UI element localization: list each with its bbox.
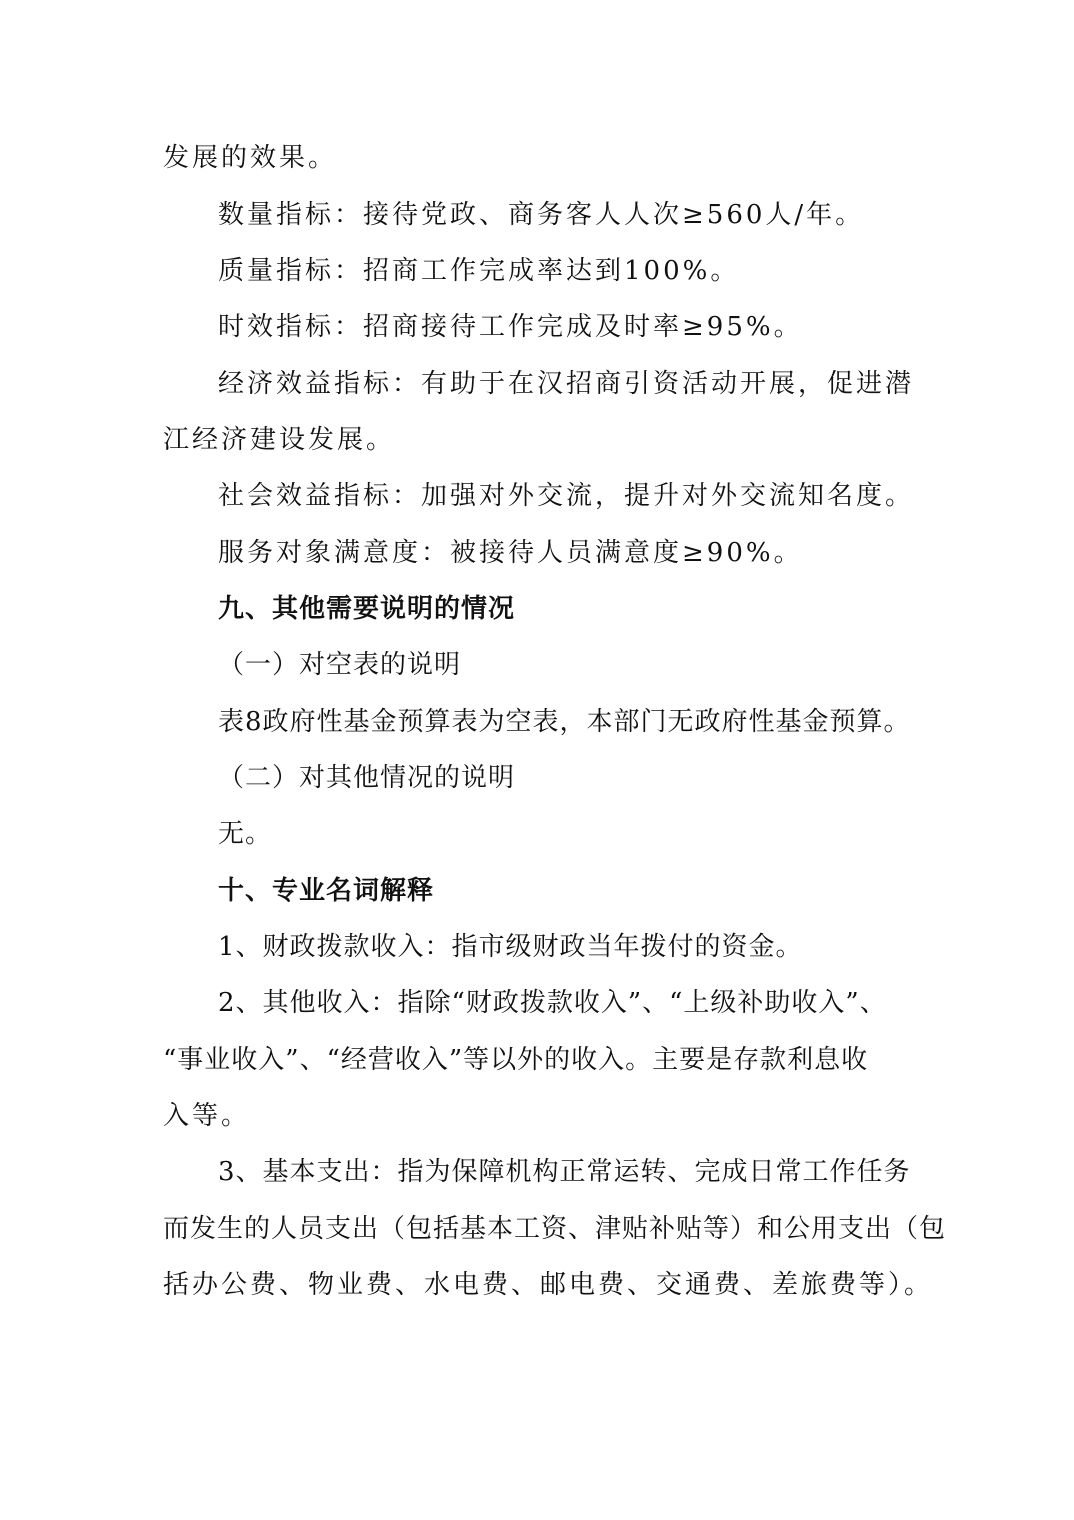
paragraph-line: 质量指标：招商工作完成率达到100%。 [218,256,740,286]
paragraph-line: 无。 [218,819,273,849]
paragraph-line: 数量指标：接待党政、商务客人人次≥560人/年。 [218,200,865,230]
paragraph-line: 时效指标：招商接待工作完成及时率≥95%。 [218,312,803,342]
paragraph-line: 入等。 [163,1101,251,1131]
paragraph-line: 服务对象满意度：被接待人员满意度≥90%。 [218,538,803,568]
paragraph-line: 3、基本支出：指为保障机构正常运转、完成日常工作任务 [218,1157,911,1187]
paragraph-line: 发展的效果。 [163,143,338,173]
paragraph-line: 括办公费、物业费、水电费、邮电费、交通费、差旅费等）。 [163,1270,934,1300]
paragraph-line: 江经济建设发展。 [163,425,396,455]
section-heading: 十、专业名词解释 [218,876,435,906]
section-heading: 九、其他需要说明的情况 [218,594,516,624]
paragraph-line: 经济效益指标：有助于在汉招商引资活动开展，促进潜 [218,369,915,399]
subsection-heading: （一）对空表的说明 [218,650,462,680]
paragraph-line: 2、其他收入：指除“财政拨款收入”、“上级补助收入”、 [218,988,887,1018]
paragraph-line: 1、财政拨款收入：指市级财政当年拨付的资金。 [218,932,803,962]
paragraph-line: 表8政府性基金预算表为空表，本部门无政府性基金预算。 [218,707,911,737]
paragraph-line: “事业收入”、“经营收入”等以外的收入。主要是存款利息收 [163,1045,869,1075]
paragraph-line: 社会效益指标：加强对外交流，提升对外交流知名度。 [218,481,915,511]
paragraph-line: 而发生的人员支出（包括基本工资、津贴补贴等）和公用支出（包 [163,1214,947,1244]
subsection-heading: （二）对其他情况的说明 [218,763,516,793]
